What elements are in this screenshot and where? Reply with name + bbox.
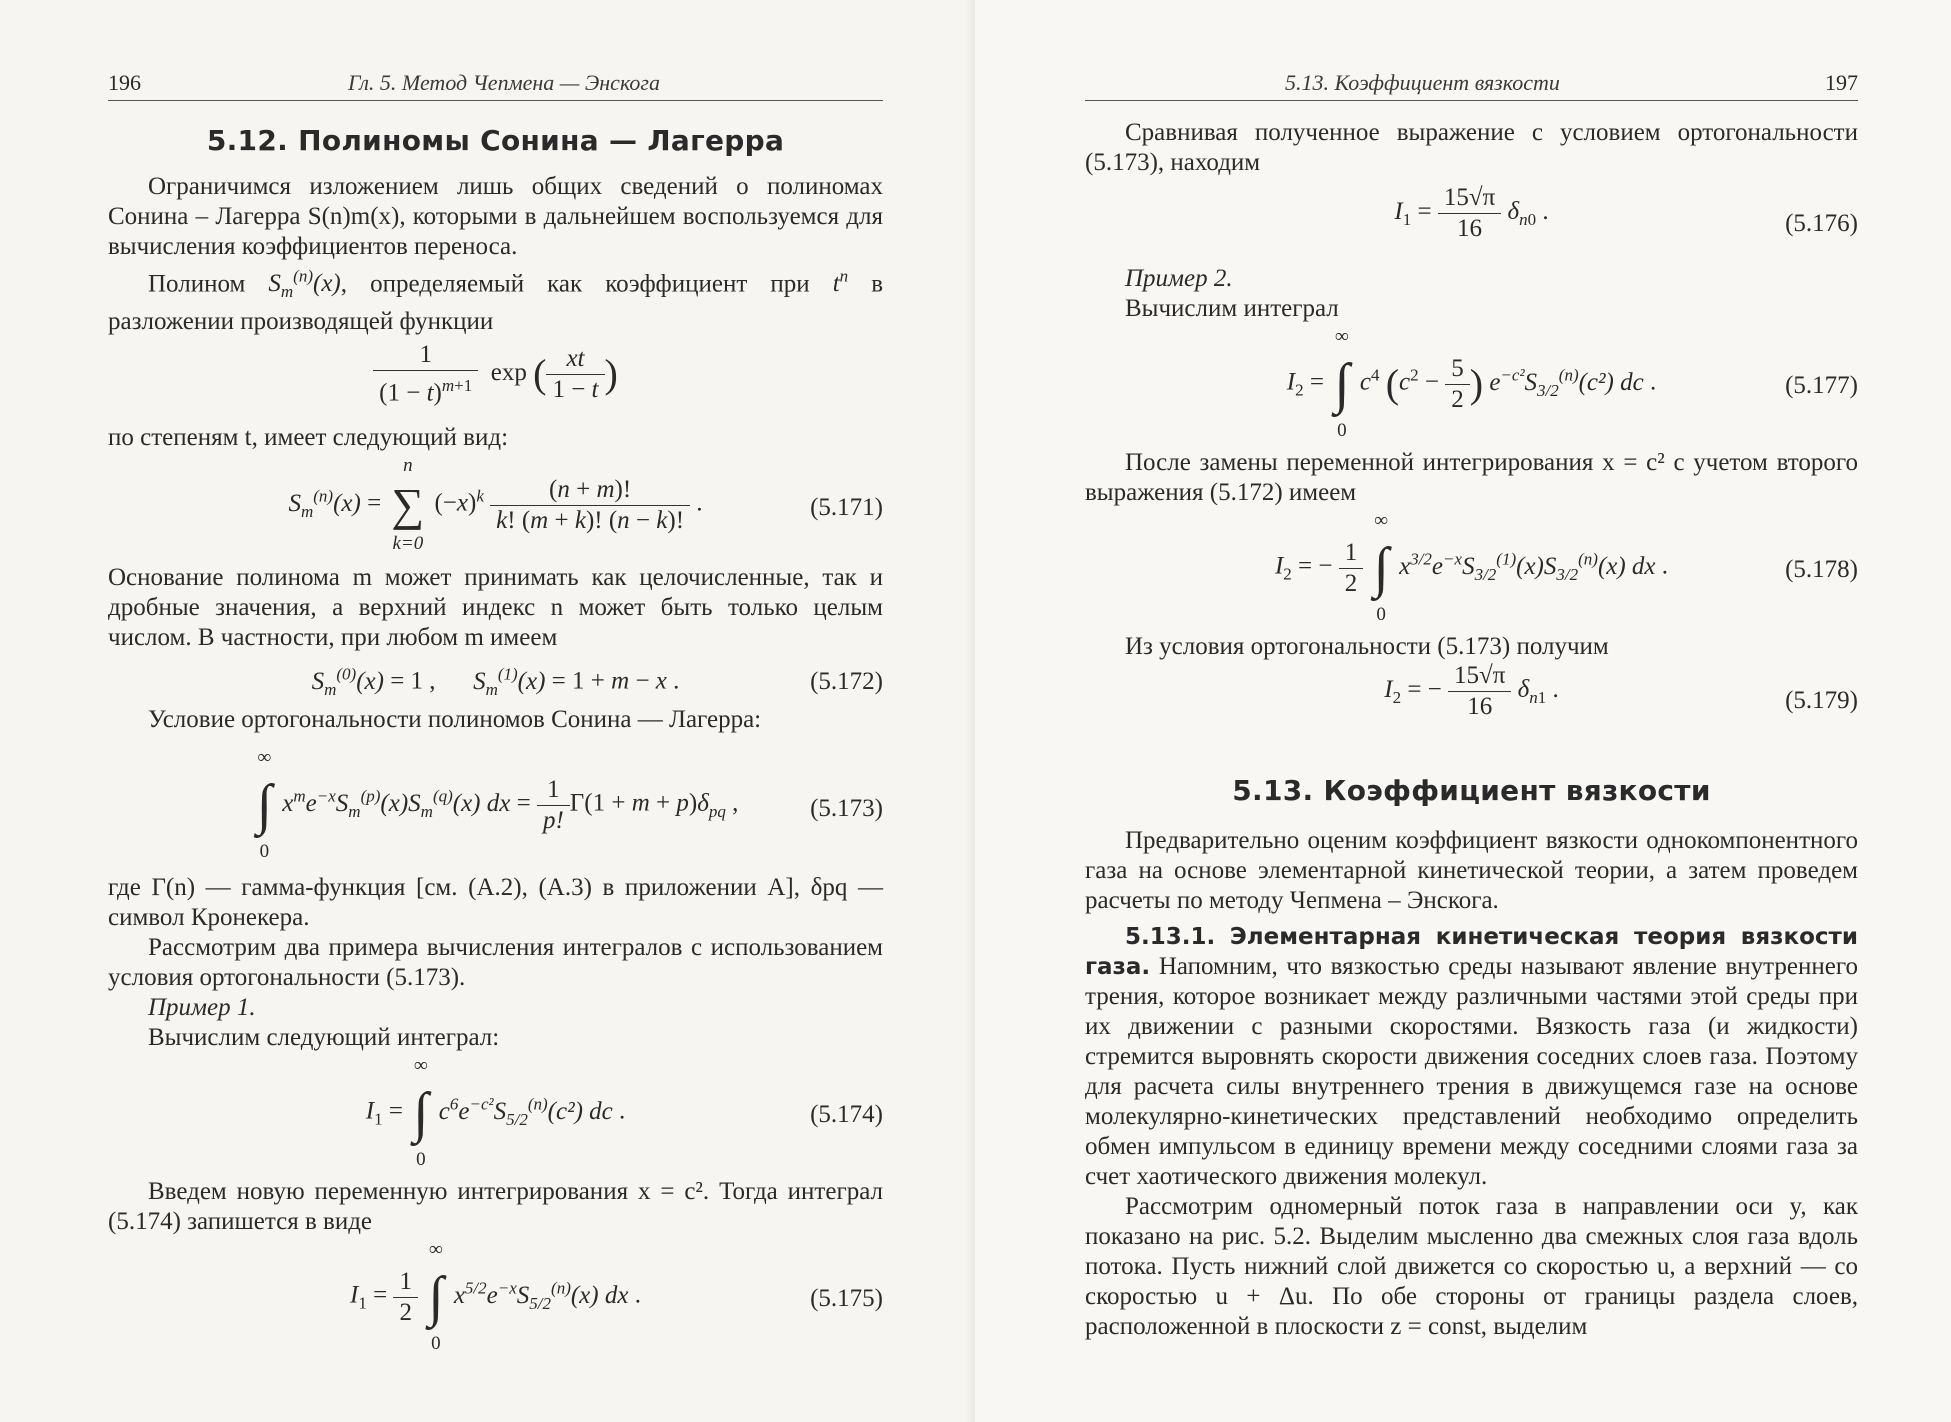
equation-5-171: $S_m^{(n)}(x)$ = n ∑ k=0 $(-x)^k$ $\frac{(n + m)!}{k! (m + k)! (n - k)!}$ . (5.171) — [288, 455, 883, 555]
equation-5-176: $I_1$ = $\frac{15√\pi}{16}$ $\delta_{n0}$ . (5.176) — [1394, 184, 1858, 242]
section-title-5-12: 5.12. Полиномы Сонина — Лагерра — [206, 124, 785, 157]
equation-5-175: $I_1$ = $\frac{1}{2}$ ∞ ∫ 0 $x^{5/2}e^{-x}S_{5/2}^{(n)}(x)$ dx . (5.175) — [350, 1239, 883, 1355]
paragraph: по степеням t, имеет следующий вид: — [108, 424, 509, 452]
equation-5-177: $I_2$ = ∞ ∫ 0 $c^4$ ($c^2$ − $\frac{5}{2}$ ) $e^{-c^2}S_{3/2}^{(n)}(c^2)$ dc . (5.177) — [1286, 326, 1858, 441]
paragraph: Вычислим следующий интеграл: — [148, 1024, 500, 1052]
left-running-head — [108, 66, 883, 101]
paragraph: После замены переменной интегрирования x = c² с учетом второго выражения (5.172) имеем — [1085, 449, 1858, 506]
example-label: Пример 2. — [1125, 265, 1233, 292]
equation-number: (5.176) — [1785, 210, 1858, 237]
equation-number: (5.178) — [1785, 556, 1858, 583]
equation-number: (5.179) — [1785, 687, 1858, 714]
paragraph: Вычислим интеграл — [1125, 295, 1339, 322]
right-page — [975, 0, 1951, 1422]
paragraph: Из условия ортогональности (5.173) получим — [1125, 633, 1609, 660]
equation-number: (5.173) — [810, 795, 883, 823]
left-page-number: 196 — [108, 70, 141, 95]
equation-number: (5.174) — [810, 1101, 883, 1129]
paragraph: 5.13.1. Элементарная кинетическая теория вязкости газа. Напомним, что вязкостью среды называют явление внутреннего трения, которое возникает между различными частями этой среды при их движении с разными скоростями. Вязкость газа (и жидкости) стремится выровнять скорости движения соседних слоев газа. Поэтому для расчета силы внутреннего трения в движущемся газе на основе молекулярно-кинетических представлений необходимо определить обмен импульсом в единицу времени между соседними слоями газа за счет хаотического движения молекул. — [1085, 924, 1858, 1190]
paragraph: Рассмотрим одномерный поток газа в направлении оси y, как показано на рис. 5.2. Выделим мысленно два смежных слоя газа вдоль потока. Пусть нижний слой движется со скоростью u, а верхний — со скоростью u + Δu. По обе стороны от границы раздела слоев, расположенной в плоскости z = const, выделим — [1085, 1193, 1858, 1340]
example-label: Пример 1. — [148, 994, 256, 1022]
equation-number: (5.172) — [810, 668, 883, 696]
paragraph: Условие ортогональности полиномов Сонина — Лагерра: — [148, 706, 762, 734]
left-page — [0, 0, 975, 1422]
paragraph: Введем новую переменную интегрирования x = c². Тогда интеграл (5.174) запишется в виде — [108, 1178, 883, 1236]
right-text-column — [1085, 118, 1858, 1342]
right-running-head — [1085, 66, 1858, 101]
equation-number: (5.171) — [810, 494, 883, 522]
right-running-title: 5.13. Коэффициент вязкости — [1285, 70, 1560, 95]
subsection-title: 5.13.1. Элементарная кинетическая теория вязкости газа. — [1085, 924, 1858, 980]
equation-number: (5.175) — [810, 1285, 883, 1313]
equation-5-179: $I_2$ = − $\frac{15√\pi}{16}$ $\delta_{n1}$ . (5.179) — [1384, 662, 1858, 720]
paragraph: Основание полинома m может принимать как целочисленные, так и дробные значения, а верхний индекс n может быть только целым числом. В частности, при любом m имеем — [108, 564, 883, 652]
paragraph: Сравнивая полученное выражение с условием ортогональности (5.173), находим — [1085, 119, 1858, 176]
paragraph: Полином $S_m^{(n)}(x)$, определяемый как коэффициент при $t^n$ в разложении производящей функции — [108, 267, 884, 336]
left-text-column — [108, 118, 883, 1361]
equation-5-173: ∞ ∫ 0 $x^me^{-x}S_m^{(p)}(x)S_m^{(q)}(x)$ dx = $\frac{1}{p!}$ $\Gamma(1 + m + p)\delta_{pq}$ , (5.173) — [256, 747, 883, 863]
equation-number: (5.177) — [1785, 372, 1858, 399]
equation-5-174: $I_1$ = ∞ ∫ 0 $c^6e^{-c^2}S_{5/2}^{(n)}(c^2)$ dc . (5.174) — [365, 1055, 883, 1171]
paragraph: Рассмотрим два примера вычисления интегралов с использованием условия ортогональности (5.173). — [108, 934, 883, 992]
left-running-title: Гл. 5. Метод Чепмена — Энскога — [348, 70, 660, 95]
equation-5-172: $S_m^{(0)}(x) = 1$ , $S_m^{(1)}(x) = 1 + m - x$ . (5.172) — [311, 664, 883, 699]
paragraph: Ограничимся изложением лишь общих сведений о полиномах Сонина – Лагерра S(n)m(x), которыми в дальнейшем воспользуемся для вычисления коэффициентов переноса. — [108, 173, 883, 260]
equation-5-178: $I_2$ = − $\frac{1}{2}$ ∞ ∫ 0 $x^{3/2}e^{-x}S_{3/2}^{(1)}(x)S_{3/2}^{(n)}(x)$ dx . (5.178) — [1274, 510, 1858, 625]
generating-function: $\frac{1}{(1 - t)^{m+1}}$ exp ( $\frac{xt}{1 - t}$ ) — [108, 341, 883, 423]
section-title-5-13: 5.13. Коэффициент вязкости — [1232, 774, 1711, 807]
right-page-number: 197 — [1825, 70, 1858, 95]
paragraph: Предварительно оценим коэффициент вязкости однокомпонентного газа на основе элементарной кинетической теории, а затем проведем расчеты по методу Чепмена – Энскога. — [1085, 827, 1858, 914]
paragraph: где Γ(n) — гамма-функция [см. (А.2), (А.3) в приложении А], δpq — символ Кронекера. — [108, 874, 883, 932]
